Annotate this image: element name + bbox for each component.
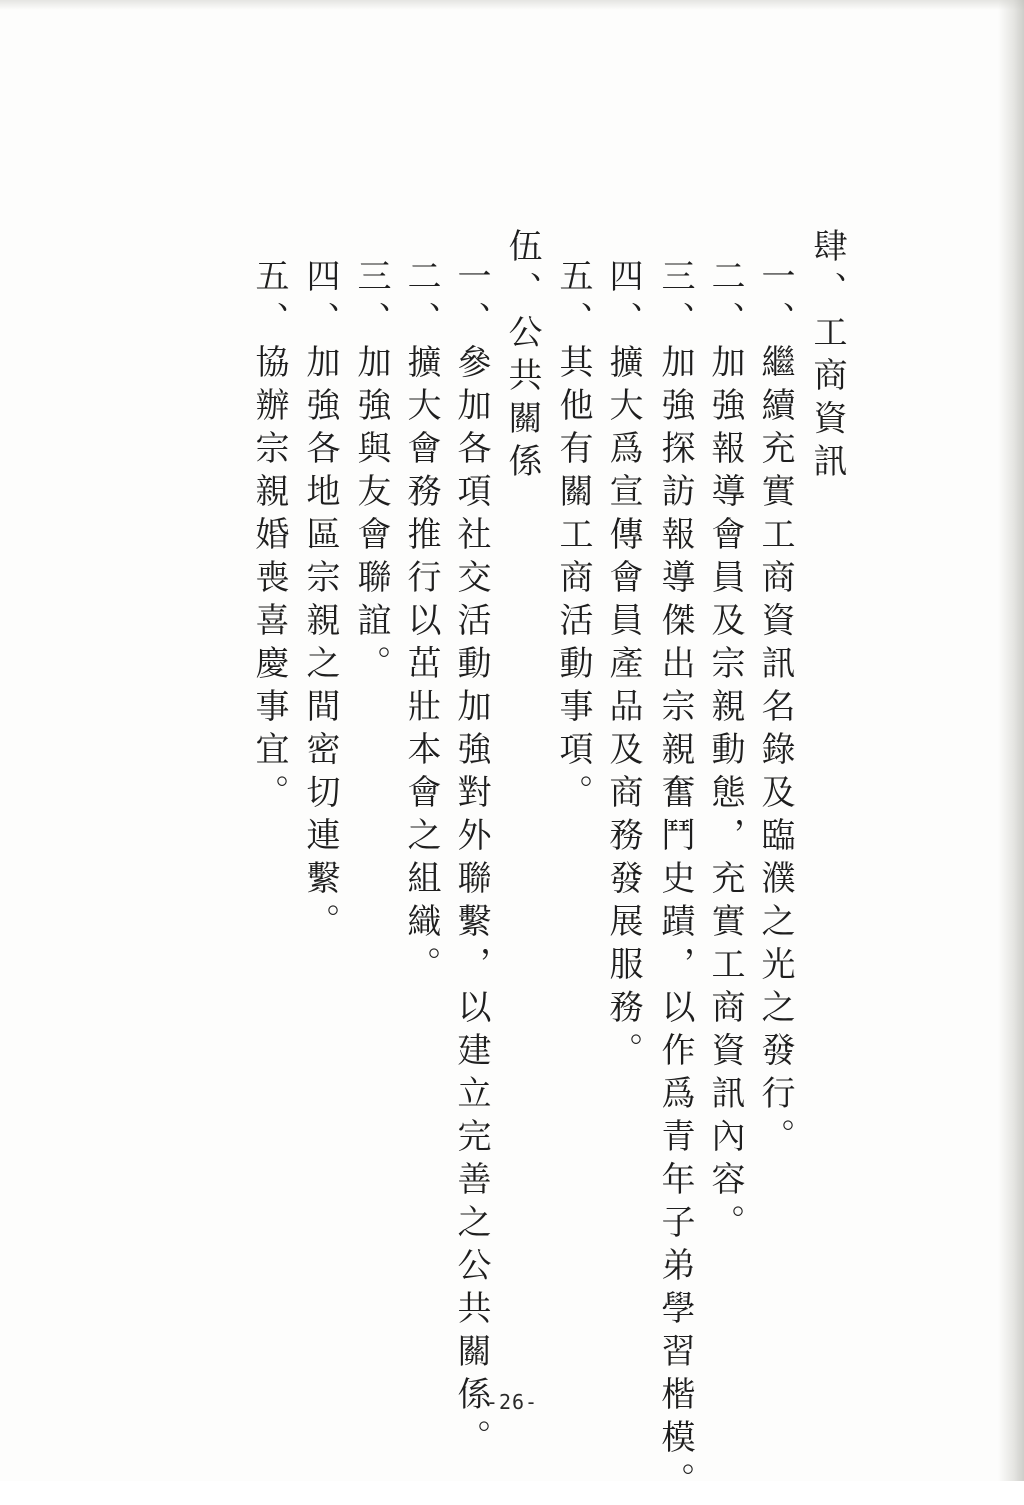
top-edge-shadow: [0, 0, 1024, 10]
commerce-item-4: 四、擴大爲宣傳會員產品及商務發展服務。: [603, 258, 643, 1075]
pr-item-1: 一、參加各項社交活動加強對外聯繫，以建立完善之公共關係。: [451, 258, 491, 1462]
section-heading-commerce: 肆、工商資訊: [807, 228, 847, 486]
pr-item-4: 四、加強各地區宗親之間密切連繫。: [300, 258, 340, 946]
pr-item-3: 三、加強與友會聯誼。: [351, 258, 391, 688]
right-edge-shadow: [998, 0, 1024, 1481]
commerce-item-1: 一、繼續充實工商資訊名錄及臨濮之光之發行。: [755, 258, 795, 1161]
pr-item-2: 二、擴大會務推行以茁壯本會之組織。: [401, 258, 441, 989]
pr-item-5: 五、協辦宗親婚喪喜慶事宜。: [249, 258, 289, 817]
section-heading-public-relations: 伍、公共關係: [502, 228, 542, 486]
commerce-item-2: 二、加強報導會員及宗親動態，充實工商資訊內容。: [705, 258, 745, 1247]
page-number: -26-: [485, 1390, 539, 1414]
commerce-item-3: 三、加強探訪報導傑出宗親奮鬥史蹟，以作爲青年子弟學習楷模。: [655, 258, 695, 1505]
commerce-item-5: 五、其他有關工商活動事項。: [553, 258, 593, 817]
